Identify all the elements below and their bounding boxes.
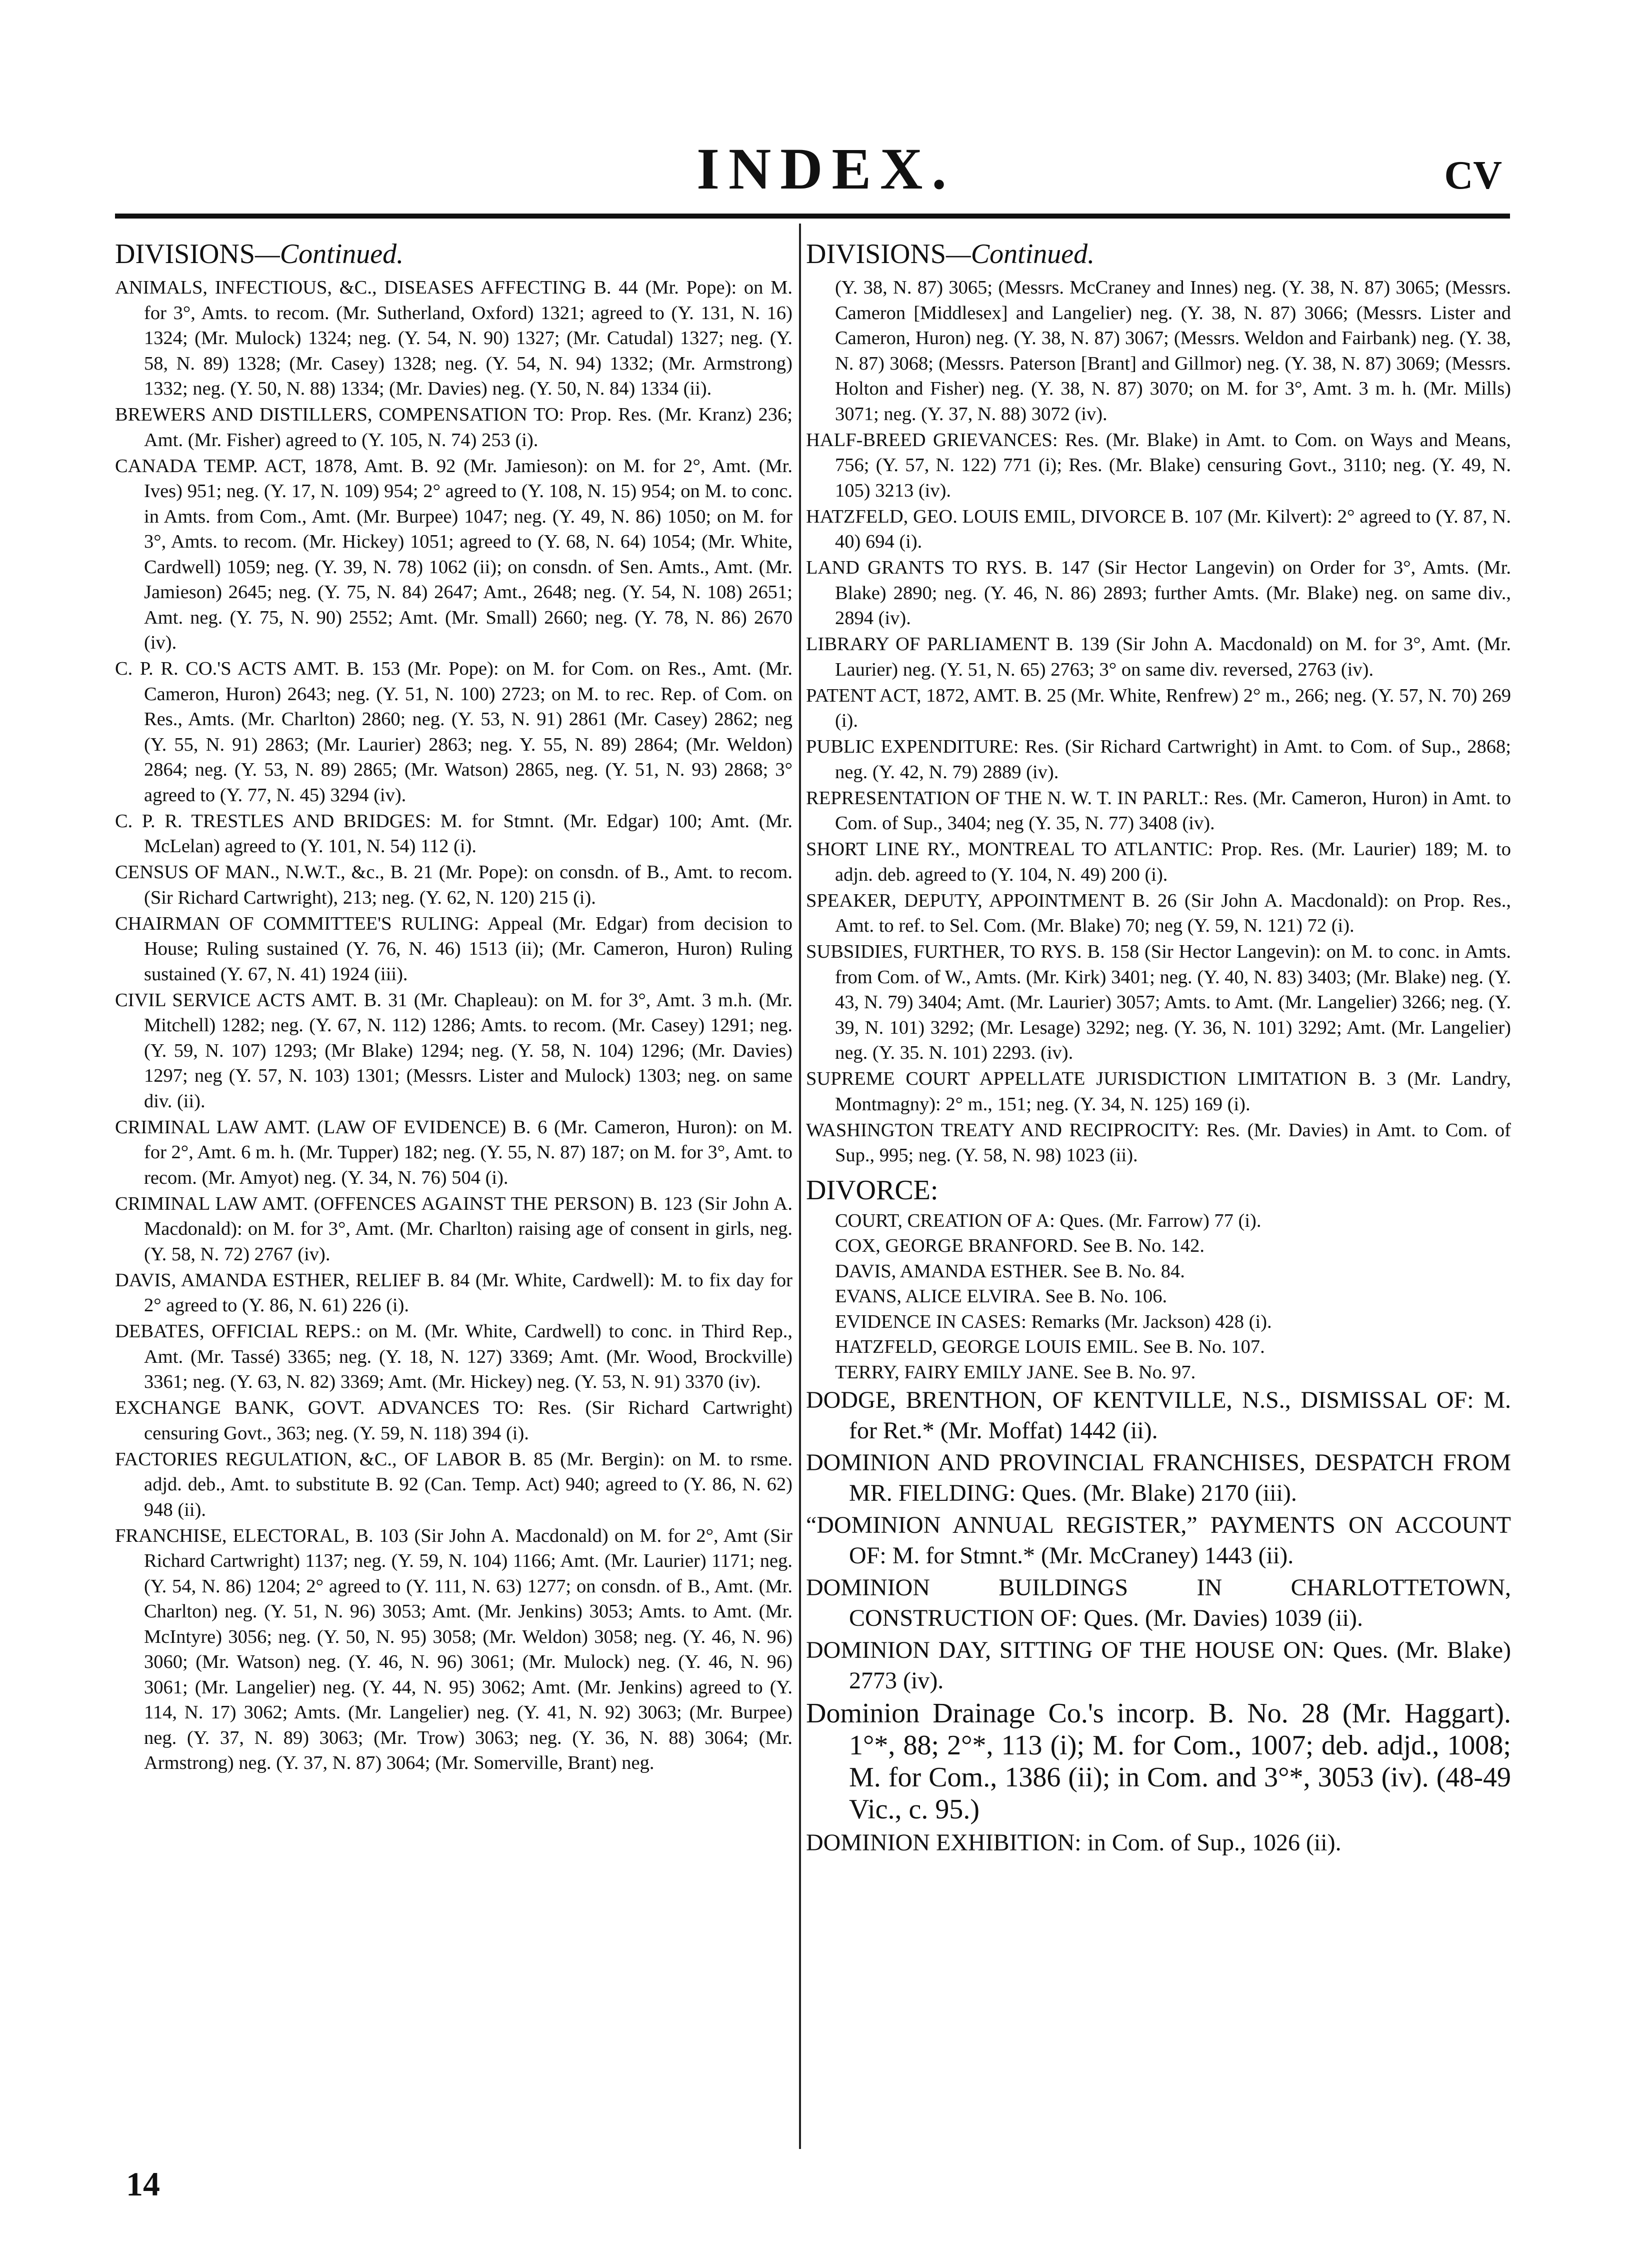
dominion-entry: “DOMINION ANNUAL REGISTER,” PAYMENTS ON ACCOUNT OF: M. for Stmnt.* (Mr. McCraney) 1443 (ii). xyxy=(806,1512,1511,1569)
index-entry: PATENT ACT, 1872, AMT. B. 25 (Mr. White, Renfrew) 2° m., 266; neg. (Y. 57, N. 70) 269 (i). xyxy=(806,685,1511,731)
dominion-entry: DODGE, BRENTHON, OF KENTVILLE, N.S., DISMISSAL OF: M. for Ret.* (Mr. Moffat) 1442 (ii). xyxy=(806,1387,1511,1444)
index-entry: CRIMINAL LAW AMT. (LAW OF EVIDENCE) B. 6 (Mr. Cameron, Huron): on M. for 2°, Amt. 6 m. h. (Mr. Tupper) 182; neg. (Y. 55, N. 87) 187; on M. for 3°, Amt. to recom. (Mr. Amyot) neg. (Y. 34, N. 76) 504 (i). xyxy=(115,1116,792,1188)
index-entry: C. P. R. TRESTLES AND BRIDGES: M. for Stmnt. (Mr. Edgar) 100; Amt. (Mr. McLelan) agreed to (Y. 101, N. 54) 112 (i). xyxy=(115,810,792,857)
divorce-item: COX, GEORGE BRANFORD. See B. No. 142. xyxy=(835,1235,1205,1256)
index-entry: EXCHANGE BANK, GOVT. ADVANCES TO: Res. (Sir Richard Cartwright) censuring Govt., 363; neg. (Y. 59, N. 118) 394 (i). xyxy=(115,1397,792,1444)
divorce-item: EVANS, ALICE ELVIRA. See B. No. 106. xyxy=(835,1286,1168,1307)
right-section-heading: DIVISIONS—Continued. xyxy=(806,239,1095,270)
page-title: INDEX. xyxy=(696,136,956,202)
left-section-heading: DIVISIONS—Continued. xyxy=(115,239,404,270)
dominion-entry: DOMINION BUILDINGS IN CHARLOTTETOWN, CONSTRUCTION OF: Ques. (Mr. Davies) 1039 (ii). xyxy=(806,1574,1511,1631)
divorce-item: COURT, CREATION OF A: Ques. (Mr. Farrow) 77 (i). xyxy=(835,1210,1262,1231)
column-divider xyxy=(799,224,801,2149)
page-header xyxy=(0,135,1652,205)
index-entry: CANADA TEMP. ACT, 1878, Amt. B. 92 (Mr. Jamieson): on M. for 2°, Amt. (Mr. Ives) 951; neg. (Y. 17, N. 109) 954; 2° agreed to (Y. 108, N. 15) 954; on M. to conc. in Amts. from Com., Amt. (Mr. Burpee) 1047; neg. (Y. 49, N. 86) 1050; on M. for 3°, Amts. to recom. (Mr. Hickey) 1051; agreed to (Y. 68, N. 64) 1054; (Mr. White, Cardwell) 1059; neg. (Y. 39, N. 78) 1062 (ii); on consdn. of Sen. Amts., Amt. (Mr. Jamieson) 2645; neg. (Y. 75, N. 84) 2647; Amt., 2648; neg. (Y. 54, N. 108) 2651; Amt. neg. (Y. 75, N. 90) 2552; Amt. (Mr. Small) 2660; neg. (Y. 78, N. 86) 2670 (iv). xyxy=(115,455,792,653)
continued-entry: (Y. 38, N. 87) 3065; (Messrs. McCraney and Innes) neg. (Y. 38, N. 87) 3065; (Messrs. Cameron [Middlesex] and Langelier) neg. (Y. 38, N. 87) 3066; (Messrs. Lister and Cameron, Huron) neg. (Y. 38, N. 87) 3067; (Messrs. Weldon and Fairbank) neg. (Y. 38, N. 87) 3068; (Messrs. Paterson [Brant] and Gillmor) neg. (Y. 38, N. 87) 3069; (Messrs. Holton and Fisher) neg. (Y. 38, N. 87) 3070; on M. for 3°, Amt. 3 m. h. (Mr. Mills) 3071; neg. (Y. 37, N. 88) 3072 (iv). xyxy=(835,277,1511,425)
index-entry: FACTORIES REGULATION, &C., OF LABOR B. 85 (Mr. Bergin): on M. to rsme. adjd. deb., Amt. to substitute B. 92 (Can. Temp. Act) 940; agreed to (Y. 86, N. 62) 948 (ii). xyxy=(115,1448,792,1520)
drainage-entry: Dominion Drainage Co.'s incorp. B. No. 28 (Mr. Haggart). 1°*, 88; 2°*, 113 (i); M. for Com., 1007; deb. adjd., 1008; M. for Com., 1386 (ii); in Com. and 3°*, 3053 (iv). (48-49 Vic., c. 95.) xyxy=(806,1698,1511,1825)
index-entry: PUBLIC EXPENDITURE: Res. (Sir Richard Cartwright) in Amt. to Com. of Sup., 2868; neg. (Y. 42, N. 79) 2889 (iv). xyxy=(806,736,1511,783)
divorce-item: EVIDENCE IN CASES: Remarks (Mr. Jackson) 428 (i). xyxy=(835,1311,1272,1332)
divorce-item: DAVIS, AMANDA ESTHER. See B. No. 84. xyxy=(835,1260,1185,1282)
page-folio: CV xyxy=(1444,154,1502,198)
index-entry: HATZFELD, GEO. LOUIS EMIL, DIVORCE B. 107 (Mr. Kilvert): 2° agreed to (Y. 87, N. 40) 694 (i). xyxy=(806,506,1511,552)
index-entry: BREWERS AND DISTILLERS, COMPENSATION TO: Prop. Res. (Mr. Kranz) 236; Amt. (Mr. Fisher) agreed to (Y. 105, N. 74) 253 (i). xyxy=(115,404,792,451)
index-entry: SUBSIDIES, FURTHER, TO RYS. B. 158 (Sir Hector Langevin): on M. to conc. in Amts. from Com. of W., Amts. (Mr. Kirk) 3401; neg. (Y. 40, N. 83) 3403; (Mr. Blake) neg. (Y. 43, N. 79) 3404; Amt. (Mr. Laurier) 3057; Amts. to Amt. (Mr. Langelier) 3266; neg. (Y. 39, N. 101) 3292; (Mr. Lesage) 3292; neg. (Y. 36, N. 101) 3292; Amt. (Mr. Langelier) neg. (Y. 35. N. 101) 2293. (iv). xyxy=(806,941,1511,1063)
index-entry: ANIMALS, INFECTIOUS, &C., DISEASES AFFECTING B. 44 (Mr. Pope): on M. for 3°, Amts. to recom. (Mr. Sutherland, Oxford) 1321; agreed to (Y. 131, N. 16) 1324; (Mr. Mulock) 1324; neg. (Y. 54, N. 90) 1327; (Mr. Catudal) 1327; neg. (Y. 58, N. 89) 1328; (Mr. Casey) 1328; neg. (Y. 54, N. 94) 1332; (Mr. Armstrong) 1332; neg. (Y. 50, N. 88) 1334; (Mr. Davies) neg. (Y. 50, N. 84) 1334 (ii). xyxy=(115,277,792,399)
index-entry: SHORT LINE RY., MONTREAL TO ATLANTIC: Prop. Res. (Mr. Laurier) 189; M. to adjn. deb. agreed to (Y. 104, N. 49) 200 (i). xyxy=(806,839,1511,885)
index-entry: DAVIS, AMANDA ESTHER, RELIEF B. 84 (Mr. White, Cardwell): M. to fix day for 2° agreed to (Y. 86, N. 61) 226 (i). xyxy=(115,1269,792,1316)
divorce-heading: DIVORCE: xyxy=(806,1174,938,1206)
divorce-item: HATZFELD, GEORGE LOUIS EMIL. See B. No. 107. xyxy=(835,1336,1265,1357)
index-entry: REPRESENTATION OF THE N. W. T. IN PARLT.: Res. (Mr. Cameron, Huron) in Amt. to Com. of Sup., 3404; neg (Y. 35, N. 77) 3408 (iv). xyxy=(806,787,1511,834)
index-entry: HALF-BREED GRIEVANCES: Res. (Mr. Blake) in Amt. to Com. on Ways and Means, 756; (Y. 57, N. 122) 771 (i); Res. (Mr. Blake) censuring Govt., 3110; neg. (Y. 49, N. 105) 3213 (iv). xyxy=(806,429,1511,501)
index-entry: SPEAKER, DEPUTY, APPOINTMENT B. 26 (Sir John A. Macdonald): on Prop. Res., Amt. to ref. to Sel. Com. (Mr. Blake) 70; neg (Y. 59, N. 121) 72 (i). xyxy=(806,890,1511,936)
left-column xyxy=(115,236,792,1776)
dominion-entry: DOMINION DAY, SITTING OF THE HOUSE ON: Ques. (Mr. Blake) 2773 (iv). xyxy=(806,1637,1511,1694)
index-entry: SUPREME COURT APPELLATE JURISDICTION LIMITATION B. 3 (Mr. Landry, Montmagny): 2° m., 151; neg. (Y. 34, N. 125) 169 (i). xyxy=(806,1068,1511,1115)
index-entry: DEBATES, OFFICIAL REPS.: on M. (Mr. White, Cardwell) to conc. in Third Rep., Amt. (Mr. Tassé) 3365; neg. (Y. 18, N. 127) 3369; Amt. (Mr. Wood, Brockville) 3361; neg. (Y. 63, N. 82) 3369; Amt. (Mr. Hickey) neg. (Y. 53, N. 91) 3370 (iv). xyxy=(115,1321,792,1392)
index-entry: CRIMINAL LAW AMT. (OFFENCES AGAINST THE PERSON) B. 123 (Sir John A. Macdonald): on M. for 3°, Amt. (Mr. Charlton) raising age of consent in girls, neg. (Y. 58, N. 72) 2767 (iv). xyxy=(115,1193,792,1265)
dominion-entry: DOMINION AND PROVINCIAL FRANCHISES, DESPATCH FROM MR. FIELDING: Ques. (Mr. Blake) 2170 (iii). xyxy=(806,1449,1511,1506)
header-rule xyxy=(115,214,1510,219)
index-entry: LIBRARY OF PARLIAMENT B. 139 (Sir John A. Macdonald) on M. for 3°, Amt. (Mr. Laurier) neg. (Y. 51, N. 65) 2763; 3° on same div. reversed, 2763 (iv). xyxy=(806,634,1511,680)
index-entry: FRANCHISE, ELECTORAL, B. 103 (Sir John A. Macdonald) on M. for 2°, Amt (Sir Richard Cartwright) 1137; neg. (Y. 59, N. 104) 1166; Amt. (Mr. Laurier) 1171; neg. (Y. 54, N. 86) 1204; 2° agreed to (Y. 111, N. 63) 1277; on consdn. of B., Amt. (Mr. Charlton) neg. (Y. 51, N. 96) 3053; Amt. (Mr. Jenkins) 3053; Amts. to Amt. (Mr. McIntyre) 3056; neg. (Y. 50, N. 95) 3058; (Mr. Weldon) 3058; neg. (Y. 46, N. 96) 3060; (Mr. Watson) neg. (Y. 46, N. 96) 3061; (Mr. Mulock) neg. (Y. 46, N. 96) 3061; (Mr. Langelier) neg. (Y. 44, N. 95) 3062; Amt. (Mr. Jenkins) agreed to (Y. 114, N. 17) 3062; Amts. (Mr. Langelier) neg. (Y. 41, N. 92) 3063; (Mr. Burpee) neg. (Y. 37, N. 89) 3063; (Mr. Trow) 3063; neg. (Y. 36, N. 88) 3064; (Mr. Armstrong) neg. (Y. 37, N. 87) 3064; (Mr. Somerville, Brant) neg. xyxy=(115,1525,792,1773)
signature-mark: 14 xyxy=(126,2165,160,2203)
index-entry: WASHINGTON TREATY AND RECIPROCITY: Res. (Mr. Davies) in Amt. to Com. of Sup., 995; neg. (Y. 58, N. 98) 1023 (ii). xyxy=(806,1119,1511,1166)
index-entry: C. P. R. CO.'S ACTS AMT. B. 153 (Mr. Pope): on M. for Com. on Res., Amt. (Mr. Cameron, Huron) 2643; neg. (Y. 51, N. 100) 2723; on M. to rec. Rep. of Com. on Res., Amts. (Mr. Charlton) 2860; neg. (Y. 53, N. 91) 2861 (Mr. Casey) 2862; neg (Y. 55, N. 91) 2863; (Mr. Laurier) 2863; neg. Y. 55, N. 89) 2864; (Mr. Weldon) 2864; neg. (Y. 53, N. 89) 2865; (Mr. Watson) 2865, neg. (Y. 51, N. 93) 2868; 3° agreed to (Y. 77, N. 45) 3294 (iv). xyxy=(115,658,792,806)
right-column xyxy=(806,236,1511,1859)
index-entry: LAND GRANTS TO RYS. B. 147 (Sir Hector Langevin) on Order for 3°, Amts. (Mr. Blake) 2890; neg. (Y. 46, N. 86) 2893; further Amts. (Mr. Blake) neg. on same div., 2894 (iv). xyxy=(806,557,1511,629)
exhibition-entry: DOMINION EXHIBITION: in Com. of Sup., 1026 (ii). xyxy=(806,1829,1342,1856)
index-entry: CIVIL SERVICE ACTS AMT. B. 31 (Mr. Chapleau): on M. for 3°, Amt. 3 m.h. (Mr. Mitchell) 1282; neg. (Y. 67, N. 112) 1286; Amts. to recom. (Mr. Casey) 1291; neg. (Y. 59, N. 107) 1293; (Mr Blake) 1294; neg. (Y. 58, N. 104) 1296; (Mr. Davies) 1297; neg (Y. 57, N. 103) 1301; (Messrs. Lister and Mulock) 1303; neg. on same div. (ii). xyxy=(115,989,792,1112)
divorce-item: TERRY, FAIRY EMILY JANE. See B. No. 97. xyxy=(835,1361,1196,1383)
index-entry: CHAIRMAN OF COMMITTEE'S RULING: Appeal (Mr. Edgar) from decision to House; Ruling sustained (Y. 76, N. 46) 1513 (ii); (Mr. Cameron, Huron) Ruling sustained (Y. 67, N. 41) 1924 (iii). xyxy=(115,913,792,985)
index-entry: CENSUS OF MAN., N.W.T., &c., B. 21 (Mr. Pope): on consdn. of B., Amt. to recom. (Sir Richard Cartwright), 213; neg. (Y. 62, N. 120) 215 (i). xyxy=(115,862,792,908)
